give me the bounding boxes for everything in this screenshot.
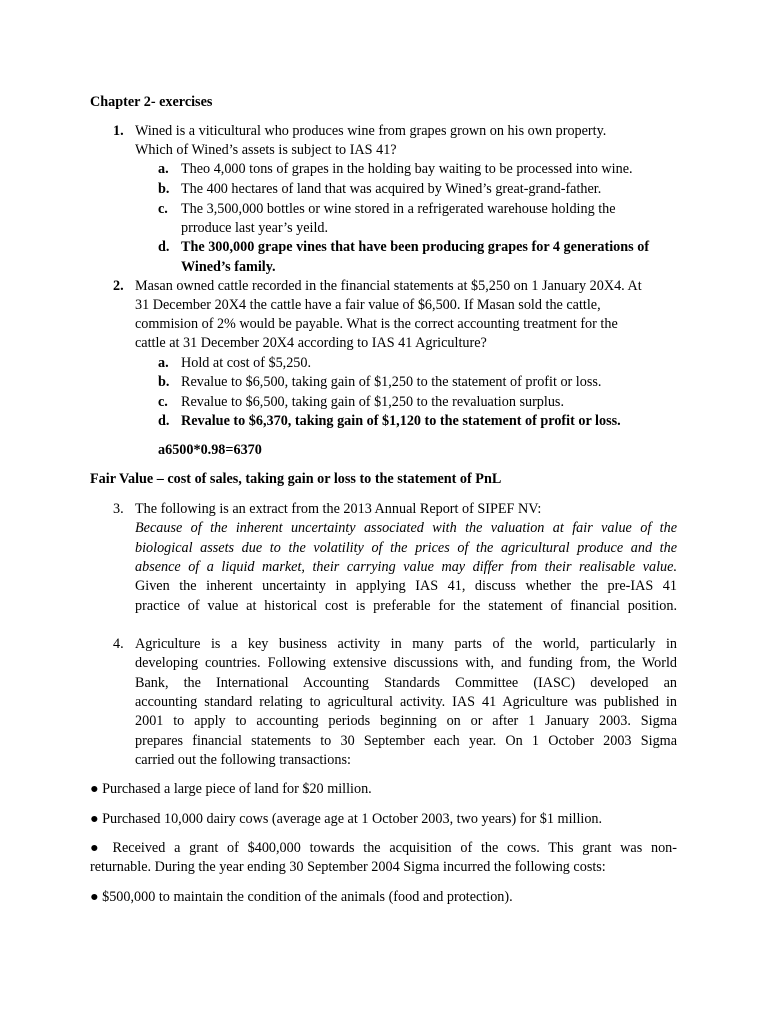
- q2-option-text: Revalue to $6,500, taking gain of $1,250 to the revaluation surplus.: [181, 394, 564, 410]
- q2-text-line: commision of 2% would be payable. What is the correct accounting treatment for the: [135, 316, 618, 332]
- q4-text-line: Agriculture is a key business activity in many parts of the world, particularly in: [135, 636, 677, 652]
- q2-option-label: b.: [158, 374, 170, 390]
- q2-option-label: c.: [158, 394, 168, 410]
- q4-text-line: accounting standard relating to agricultural activity. IAS 41 Agriculture was published in: [135, 694, 677, 710]
- bullet-item: ● Purchased 10,000 dairy cows (average age at 1 October 2003, two years) for $1 million.: [90, 811, 603, 827]
- q2-calculation: a6500*0.98=6370: [158, 442, 262, 458]
- q1-option-text: Theo 4,000 tons of grapes in the holding bay waiting to be processed into wine.: [181, 161, 633, 177]
- q1-option-label: d.: [158, 239, 170, 255]
- q3-text-line: practice of value at historical cost is preferable for the statement of financial position.: [135, 598, 677, 614]
- q1-correct-answer: The 300,000 grape vines that have been producing grapes for 4 generations of: [181, 239, 650, 255]
- q2-text-line: cattle at 31 December 20X4 according to IAS 41 Agriculture?: [135, 335, 487, 351]
- q2-correct-answer: Revalue to $6,370, taking gain of $1,120 to the statement of profit or loss.: [181, 413, 621, 429]
- fair-value-note: Fair Value – cost of sales, taking gain or loss to the statement of PnL: [90, 471, 502, 487]
- q2-text-line: Masan owned cattle recorded in the financial statements at $5,250 on 1 January 20X4. At: [135, 278, 642, 294]
- q4-text-line: prepares financial statements to 30 September each year. On 1 October 2003 Sigma: [135, 733, 677, 749]
- q1-correct-answer: Wined’s family.: [181, 259, 276, 275]
- q1-option-text: The 3,500,000 bottles or wine stored in a refrigerated warehouse holding the: [181, 201, 616, 217]
- q3-quote-line: absence of a liquid market, their carrying value may differ from their realisable value.: [135, 559, 677, 575]
- q1-option-label: a.: [158, 161, 169, 177]
- bullet-item: ● $500,000 to maintain the condition of the animals (food and protection).: [90, 889, 513, 905]
- q2-option-label: a.: [158, 355, 169, 371]
- q3-number: 3.: [113, 501, 124, 517]
- q3-text-line: Given the inherent uncertainty in applying IAS 41, discuss whether the pre-IAS 41: [135, 578, 677, 594]
- q1-option-label: c.: [158, 201, 168, 217]
- q4-number: 4.: [113, 636, 124, 652]
- q4-text-line: 2001 to apply to accounting periods beginning on or after 1 January 2003. Sigma: [135, 713, 677, 729]
- bullet-item: returnable. During the year ending 30 September 2004 Sigma incurred the following costs:: [90, 859, 606, 875]
- bullet-item: ● Purchased a large piece of land for $20 million.: [90, 781, 372, 797]
- q3-intro: The following is an extract from the 2013 Annual Report of SIPEF NV:: [135, 501, 542, 517]
- q4-text-line: Bank, the International Accounting Standards Committee (IASC) developed an: [135, 675, 677, 691]
- q1-option-text: The 400 hectares of land that was acquired by Wined’s great-grand-father.: [181, 181, 602, 197]
- q1-option-text: prroduce last year’s yeild.: [181, 220, 329, 236]
- q2-number: 2.: [113, 278, 124, 294]
- q2-text-line: 31 December 20X4 the cattle have a fair value of $6,500. If Masan sold the cattle,: [135, 297, 601, 313]
- q3-quote-line: Because of the inherent uncertainty associated with the valuation at fair value of the: [135, 520, 677, 536]
- q4-text-line: developing countries. Following extensive discussions with, and funding from, the World: [135, 655, 677, 671]
- q1-text-line: Which of Wined’s assets is subject to IAS 41?: [135, 142, 397, 158]
- q2-option-label: d.: [158, 413, 170, 429]
- q3-quote-line: biological assets due to the volatility of the prices of the agricultural produce and the: [135, 540, 677, 556]
- q2-option-text: Hold at cost of $5,250.: [181, 355, 312, 371]
- bullet-item: ● Received a grant of $400,000 towards the acquisition of the cows. This grant was non-: [90, 840, 677, 856]
- q2-option-text: Revalue to $6,500, taking gain of $1,250 to the statement of profit or loss.: [181, 374, 602, 390]
- q4-text-line: carried out the following transactions:: [135, 752, 351, 768]
- q1-number: 1.: [113, 123, 124, 139]
- page-title: Chapter 2- exercises: [90, 94, 213, 110]
- q1-text-line: Wined is a viticultural who produces wine from grapes grown on his own property.: [135, 123, 607, 139]
- q1-option-label: b.: [158, 181, 170, 197]
